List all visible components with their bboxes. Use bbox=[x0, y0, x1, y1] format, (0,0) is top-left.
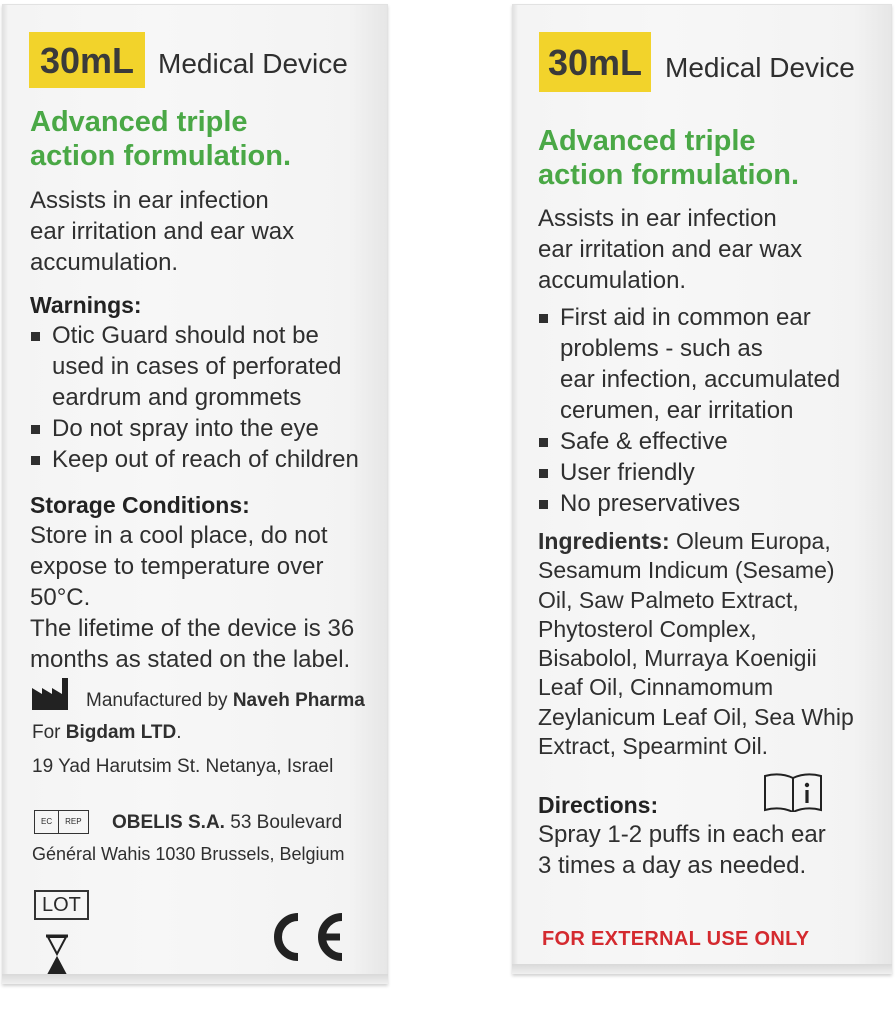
distributor-name: Bigdam LTD bbox=[65, 722, 177, 743]
features-list bbox=[538, 302, 840, 519]
storage-text bbox=[30, 520, 388, 675]
ingredients-line: Phytosterol Complex, bbox=[538, 615, 757, 642]
feature-line: Safe & effective bbox=[560, 428, 728, 455]
ingredients-title: Ingredients: bbox=[538, 528, 670, 554]
ingredients-segment: Oleum Europa, bbox=[669, 528, 831, 554]
headline bbox=[538, 124, 799, 192]
assists-line: Assists in ear infection bbox=[538, 205, 777, 232]
warning-line: used in cases of perforated bbox=[52, 353, 342, 380]
warnings-list bbox=[30, 320, 359, 475]
storage-line: expose to temperature over 50°C. bbox=[30, 553, 324, 611]
storage-line: months as stated on the label. bbox=[30, 646, 351, 673]
warnings-title: Warnings: bbox=[30, 292, 142, 318]
address-text: 19 Yad Harutsim St. Netanya, Israel bbox=[32, 756, 334, 777]
list-item bbox=[30, 320, 359, 413]
assists-text bbox=[538, 203, 802, 296]
manufacturer-name: Naveh Pharma bbox=[232, 690, 365, 711]
warning-line: Otic Guard should not be bbox=[52, 322, 319, 349]
warning-line: Keep out of reach of children bbox=[52, 446, 359, 473]
ce-mark-icon bbox=[264, 908, 348, 966]
device-type-label: Medical Device bbox=[158, 48, 348, 79]
eu-rep-text bbox=[112, 812, 342, 834]
assists-line: Assists in ear infection bbox=[30, 187, 269, 214]
list-item bbox=[538, 457, 840, 488]
list-item bbox=[30, 413, 359, 444]
assists-line: accumulation. bbox=[30, 249, 179, 276]
box-base-shadow bbox=[2, 974, 388, 984]
feature-line: ear infection, accumulated bbox=[560, 366, 841, 393]
ec-label: EC bbox=[35, 811, 59, 833]
feature-line: problems - such as bbox=[560, 335, 763, 362]
list-item bbox=[538, 302, 840, 426]
list-item bbox=[538, 426, 840, 457]
assists-line: ear irritation and ear wax bbox=[30, 218, 295, 245]
distributor-suffix: . bbox=[176, 722, 182, 743]
ingredients-line: Sesamum Indicum (Sesame) bbox=[538, 557, 835, 584]
warning-line: Do not spray into the eye bbox=[52, 415, 319, 442]
list-item bbox=[538, 488, 840, 519]
storage-line: Store in a cool place, do not bbox=[30, 522, 328, 549]
factory-icon bbox=[30, 676, 76, 712]
box-base-shadow bbox=[512, 964, 892, 974]
ingredients-line: Zeylanicum Leaf Oil, Sea Whip bbox=[538, 703, 854, 730]
distributor-prefix: For bbox=[32, 722, 66, 743]
directions-line: Spray 1-2 puffs in each ear bbox=[538, 821, 826, 848]
volume-badge: 30mL bbox=[29, 32, 145, 88]
feature-line: No preservatives bbox=[560, 490, 741, 517]
manufacturer-prefix: Manufactured by bbox=[86, 690, 233, 711]
headline-line: action formulation. bbox=[538, 159, 799, 191]
assists-text bbox=[30, 185, 294, 278]
list-item bbox=[30, 444, 359, 475]
distributor-text bbox=[32, 722, 182, 744]
headline-line: Advanced triple bbox=[538, 125, 756, 157]
storage-line: The lifetime of the device is 36 bbox=[30, 615, 355, 642]
directions-line: 3 times a day as needed. bbox=[538, 852, 807, 879]
headline-line: action formulation. bbox=[30, 140, 291, 172]
warning-line: eardrum and grommets bbox=[52, 384, 302, 411]
directions-title: Directions: bbox=[538, 792, 659, 818]
volume-badge: 30mL bbox=[539, 32, 651, 92]
ingredients-line: Leaf Oil, Cinnamomum bbox=[538, 674, 774, 701]
device-type-label: Medical Device bbox=[665, 52, 855, 83]
assists-line: ear irritation and ear wax bbox=[538, 236, 803, 263]
lot-symbol: LOT bbox=[34, 890, 89, 920]
instructions-book-icon bbox=[762, 772, 824, 812]
feature-line: User friendly bbox=[560, 459, 695, 486]
ingredients-line bbox=[538, 527, 854, 556]
eu-rep-name: OBELIS S.A. bbox=[112, 812, 225, 833]
eu-rep-address-2: Général Wahis 1030 Brussels, Belgium bbox=[32, 844, 345, 864]
external-use-warning: FOR EXTERNAL USE ONLY bbox=[542, 928, 810, 950]
hourglass-icon bbox=[44, 934, 70, 978]
ingredients-line: Oil, Saw Palmeto Extract, bbox=[538, 586, 799, 613]
ingredients-text bbox=[538, 527, 854, 761]
feature-line: First aid in common ear bbox=[560, 304, 811, 331]
directions-text bbox=[538, 819, 826, 881]
ec-rep-symbol bbox=[34, 810, 89, 834]
feature-line: cerumen, ear irritation bbox=[560, 397, 794, 424]
eu-rep-address: 53 Boulevard bbox=[224, 812, 343, 833]
right-package-panel bbox=[512, 4, 892, 974]
manufacturer-text bbox=[86, 690, 365, 712]
ingredients-line: Bisabolol, Murraya Koenigii bbox=[538, 645, 817, 672]
left-package-panel bbox=[2, 4, 388, 984]
rep-label: REP bbox=[65, 817, 82, 826]
assists-line: accumulation. bbox=[538, 267, 687, 294]
storage-title: Storage Conditions: bbox=[30, 492, 250, 518]
headline bbox=[30, 105, 291, 173]
headline-line: Advanced triple bbox=[30, 106, 248, 138]
ingredients-line: Extract, Spearmint Oil. bbox=[538, 733, 769, 760]
